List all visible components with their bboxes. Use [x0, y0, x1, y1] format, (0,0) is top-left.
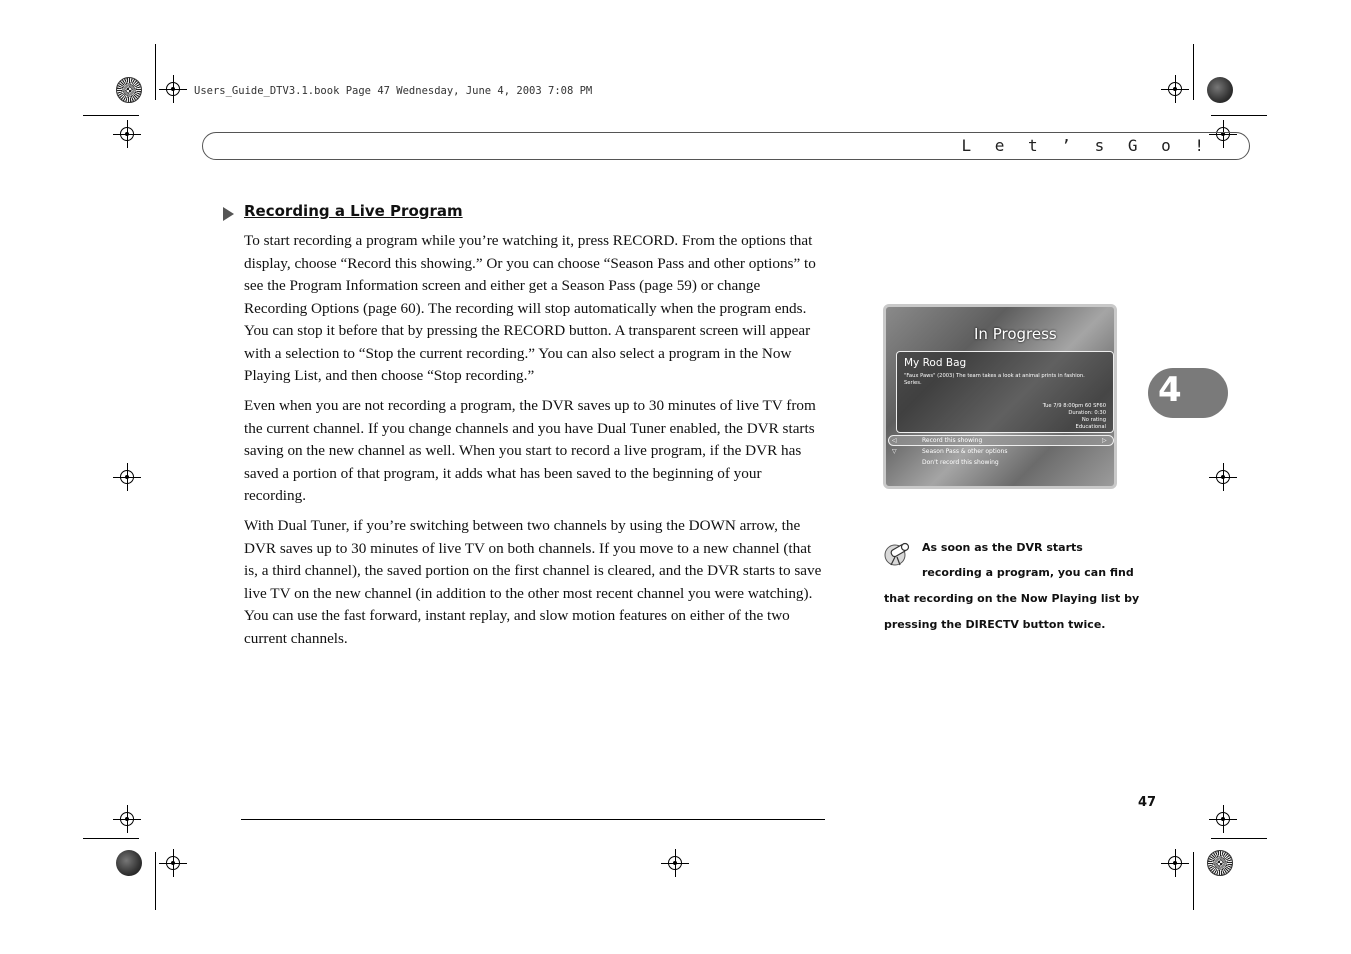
- crop-mark: [1211, 838, 1267, 839]
- registration-crosshair-icon: [166, 856, 180, 870]
- chapter-title: L e t ’ s G o !: [961, 136, 1211, 155]
- show-meta-line: Duration: 0:30: [1068, 410, 1106, 416]
- tip-telescope-icon: [884, 541, 912, 567]
- screen-title: In Progress: [974, 325, 1057, 343]
- show-meta-line: No rating: [1081, 417, 1106, 423]
- registration-crosshair-icon: [668, 856, 682, 870]
- registration-ball-icon: [1207, 77, 1233, 103]
- print-header: Users_Guide_DTV3.1.book Page 47 Wednesday, June 4, 2003 7:08 PM: [194, 85, 593, 97]
- body-paragraph: With Dual Tuner, if you’re switching between two channels by using the DOWN arrow, the DVR saves up to 30 minutes of live TV on both channels. If you move to a new channel (that is, a third channel), the saved portion on the first channel is cleared, and the DVR starts to save live TV on the new channel (in addition to the other most recent channel you were watching). You can use the fast forward, instant replay, and slow motion features on either of the two current channels.: [244, 517, 822, 647]
- body-paragraph: Even when you are not recording a program, the DVR saves up to 30 minutes of live TV from the current channel. If you change channels and you have Dual Tuner enabled, the DVR starts saving on the new channel as well. When you start to record a live program, if the DVR has saved a portion of that program, it adds what has been saved to the beginning of your recording.: [244, 397, 816, 504]
- chapter-tab: [1148, 368, 1228, 418]
- tip-text-line: that recording on the Now Playing list by: [884, 592, 1140, 605]
- registration-crosshair-icon: [120, 127, 134, 141]
- tv-screenshot: [883, 304, 1117, 489]
- registration-starburst-icon: [1207, 850, 1233, 876]
- registration-ball-icon: [116, 850, 142, 876]
- tip-text-line: pressing the DIRECTV button twice.: [884, 618, 1106, 631]
- menu-option: Season Pass & other options: [922, 448, 1008, 455]
- crop-mark: [155, 44, 156, 100]
- registration-crosshair-icon: [1168, 856, 1182, 870]
- crop-mark: [83, 115, 139, 116]
- menu-option: Record this showing: [922, 437, 983, 444]
- registration-crosshair-icon: [1216, 470, 1230, 484]
- crop-mark: [1193, 44, 1194, 100]
- crop-mark: [83, 838, 139, 839]
- show-description: "Faux Paws" (2003) The team takes a look at animal prints in fashion. Series.: [904, 373, 1085, 386]
- down-arrow-icon: ▽: [892, 448, 897, 455]
- registration-crosshair-icon: [120, 470, 134, 484]
- show-meta-line: Tue 7/9 8:00pm 60 SF60: [1042, 403, 1106, 409]
- menu-option: Don't record this showing: [922, 459, 999, 466]
- show-meta: [1043, 403, 1106, 431]
- page-number: 47: [1138, 795, 1157, 810]
- crop-mark: [1211, 115, 1267, 116]
- registration-starburst-icon: [116, 77, 142, 103]
- registration-crosshair-icon: [1168, 82, 1182, 96]
- footer-rule: [241, 819, 825, 820]
- registration-crosshair-icon: [166, 82, 180, 96]
- left-arrow-icon: ◁: [892, 437, 897, 444]
- options-menu: [888, 435, 1114, 475]
- registration-crosshair-icon: [120, 812, 134, 826]
- chapter-tab-number: 4: [1158, 370, 1182, 410]
- tip-text-line: recording a program, you can find: [922, 566, 1134, 579]
- show-title: My Rod Bag: [904, 357, 967, 369]
- body-paragraph: To start recording a program while you’re watching it, press RECORD. From the options that display, choose “Record this showing.” Or you can choose “Season Pass and other options” to see the Program Information screen and either get a Season Pass (page 59) or change Recording Options (page 60). The recording will stop automatically when the program ends. You can stop it before that by pressing the RECORD button. A transparent screen will appear with a selection to “Stop the current recording.” You can also select a program in the Now Playing List, and then choose “Stop recording.”: [244, 232, 816, 384]
- tip-text-line: As soon as the DVR starts: [922, 541, 1083, 554]
- section-title: Recording a Live Program: [244, 202, 463, 220]
- crop-mark: [1193, 852, 1194, 910]
- right-arrow-icon: ▷: [1102, 437, 1107, 444]
- section-arrow-icon: [223, 207, 234, 221]
- show-meta-line: Educational: [1075, 424, 1106, 430]
- crop-mark: [155, 852, 156, 910]
- registration-crosshair-icon: [1216, 812, 1230, 826]
